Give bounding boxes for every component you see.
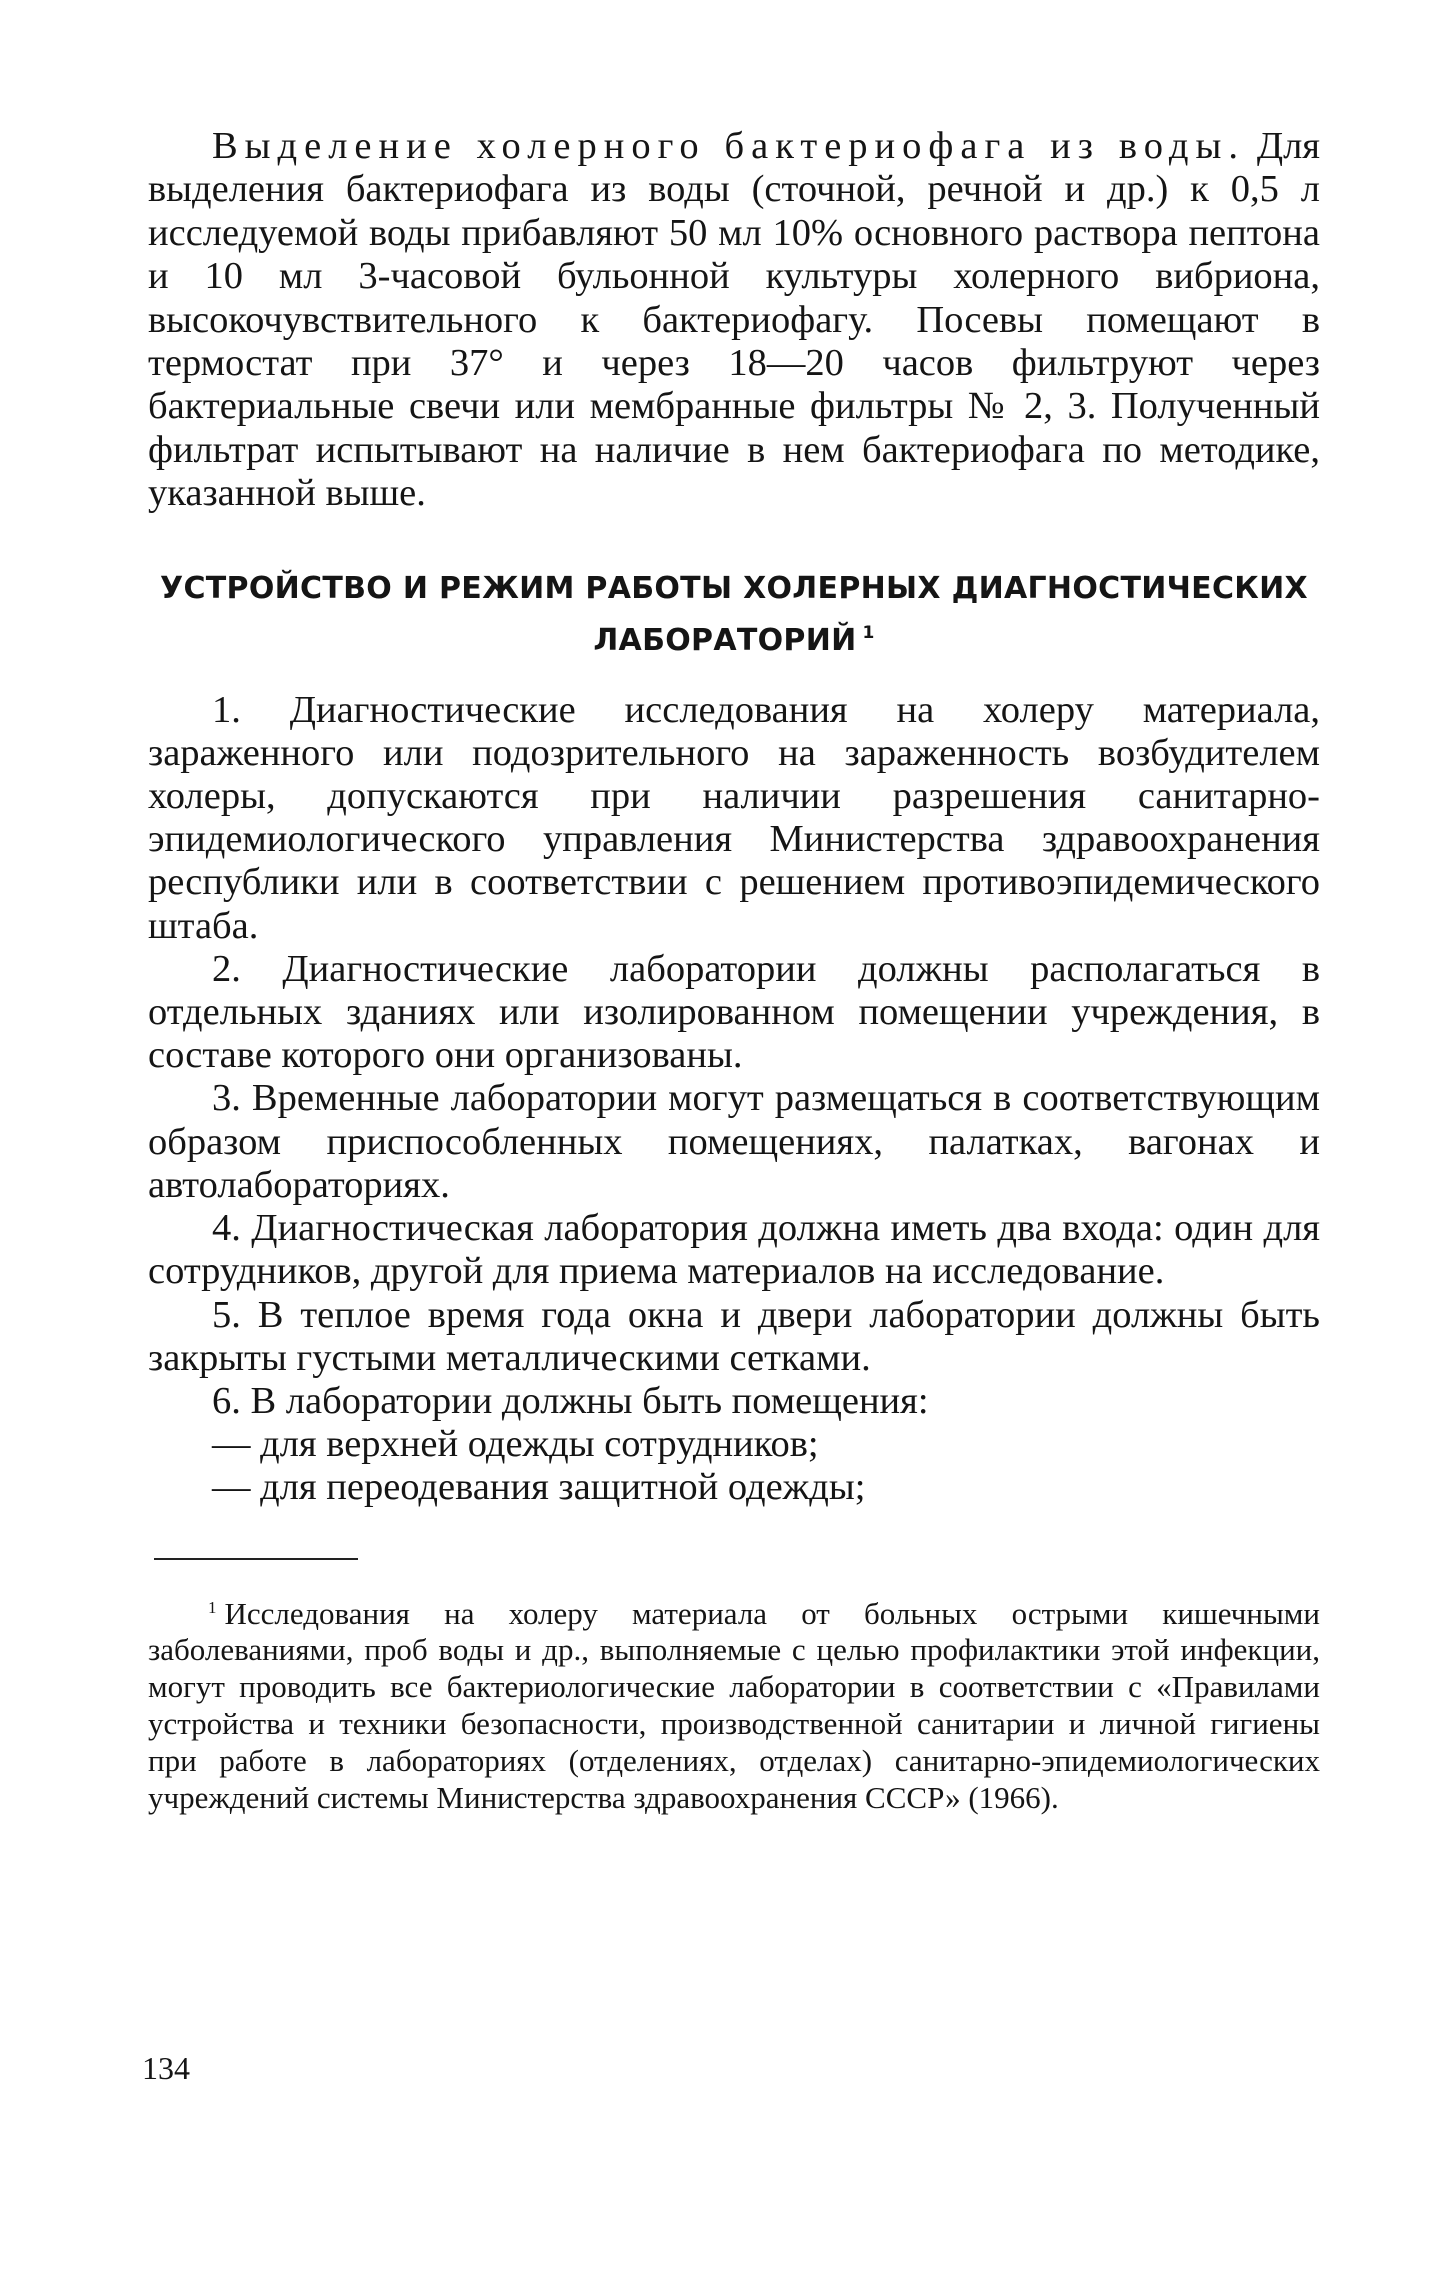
list-item: 1. Диагностические исследования на холеру материала, зараженного или подозрительного на зараженность возбудителем холеры, допускаются при наличии разрешения санитарно-эпидемиологического управления Министерства здравоохранения республики или в соответствии с решением противоэпидемического штаба. — [148, 688, 1320, 947]
intro-title: Выделение холерного бактериофага из воды. — [212, 125, 1245, 167]
section-heading — [148, 566, 1320, 663]
page-number: 134 — [142, 2050, 190, 2086]
list-item: 2. Диагностические лаборатории должны располагаться в отдельных зданиях или изолированном помещении учреждения, в составе которого они организованы. — [148, 947, 1320, 1077]
footnote-divider — [154, 1558, 358, 1560]
intro-text: Для выделения бактериофага из воды (сточной, речной и др.) к 0,5 л исследуемой воды прибавляют 50 мл 10% основного раствора пептона и 10 мл 3-часовой бульонной культуры холерного вибриона, высокочувствительного к бактериофагу. Посевы помещают в термостат при 37° и через 18—20 часов фильтруют через бактериальные свечи или мембранные фильтры № 2, 3. Полученный фильтрат испытывают на наличие в нем бактериофага по методике, указанной выше. — [148, 125, 1320, 515]
list-item: 4. Диагностическая лаборатория должна иметь два входа: один для сотрудников, другой для приема материалов на исследование. — [148, 1207, 1320, 1293]
section-heading-text: УСТРОЙСТВО И РЕЖИМ РАБОТЫ ХОЛЕРНЫХ ДИАГНОСТИЧЕСКИХ ЛАБОРАТОРИЙ — [160, 570, 1308, 658]
heading-footnote-mark: 1 — [862, 622, 875, 643]
list-item: 3. Временные лаборатории могут размещаться в соответствующим образом приспособленных помещениях, палатках, вагонах и автолабораториях. — [148, 1077, 1320, 1206]
footnote-mark: 1 — [208, 1597, 217, 1617]
footnote — [148, 1590, 1320, 1817]
book-page — [148, 125, 1320, 1816]
footnote-text: Исследования на холеру материала от больных острыми кишечными заболеваниями, проб воды и др., выполняемые с целью профилактики этой инфекции, могут проводить все бактериологические лаборатории в соответствии с «Правилами устройства и техники безопасности, производственной санитарии и личной гигиены при работе в лабораториях (отделениях, отделах) санитарно-эпидемиологических учреждений системы Министерства здравоохранения СССР» (1966). — [148, 1595, 1320, 1815]
intro-paragraph — [148, 125, 1320, 516]
list-item: 6. В лаборатории должны быть помещения: — [212, 1379, 929, 1422]
dash-list-item: — для переодевания защитной одежды; — [212, 1466, 866, 1509]
list-item: 5. В теплое время года окна и двери лаборатории должны быть закрыты густыми металлическими сетками. — [148, 1293, 1320, 1379]
dash-list-item: — для верхней одежды сотрудников; — [212, 1423, 819, 1466]
